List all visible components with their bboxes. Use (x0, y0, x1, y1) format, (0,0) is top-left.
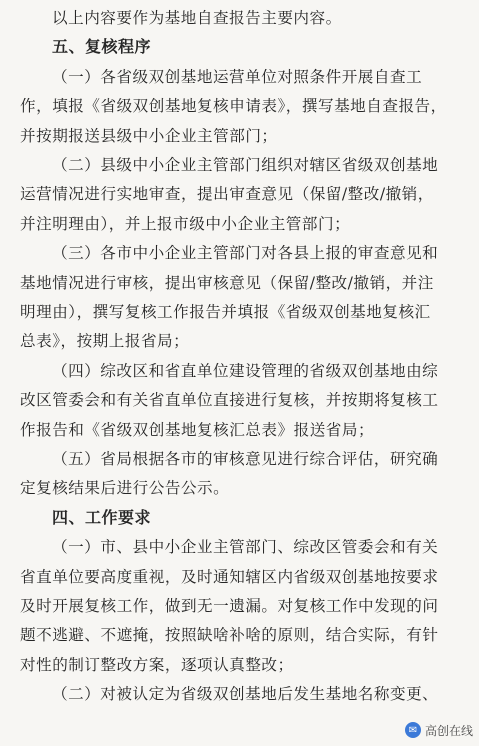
text-line: 题不逃避、不遮掩，按照缺啥补啥的原则，结合实际，有针 (20, 626, 439, 645)
section-heading: 四、工作要求 (52, 507, 152, 527)
text-line: 改区管委会和有关省直单位直接进行复核，并按期将复核工 (20, 391, 439, 410)
text-line: 及时开展复核工作，做到无一遗漏。对复核工作中发现的问 (20, 597, 439, 615)
text-line: 对性的制订整改方案，逐项认真整改； (20, 655, 294, 674)
speech-bubble-icon: ✉ (405, 722, 421, 738)
text-line: （四）综改区和省直单位建设管理的省级双创基地由综 (52, 361, 439, 380)
text-line: 以上内容要作为基地自查报告主要内容。 (52, 9, 342, 27)
watermark (405, 718, 473, 742)
text-line: 作报告和《省级双创基地复核汇总表》报送省局； (20, 420, 375, 439)
text-line: 并注明理由），并上报市级中小企业主管部门； (20, 214, 351, 233)
text-line: （一）各省级双创基地运营单位对照条件开展自查工 (52, 67, 423, 86)
text-line: （二）对被认定为省级双创基地后发生基地名称变更、 (52, 685, 439, 704)
text-line: 总表》，按期上报省局； (20, 332, 190, 351)
text-line: 基地情况进行审核，提出审核意见（保留/整改/撤销，并注 (20, 273, 434, 292)
text-line: 省直单位要高度重视，及时通知辖区内省级双创基地按要求 (20, 567, 439, 586)
section-heading: 五、复核程序 (52, 37, 152, 57)
text-line: 并按期报送县级中小企业主管部门； (20, 126, 278, 145)
watermark-text: 高创在线 (424, 723, 473, 738)
text-line: 作，填报《省级双创基地复核申请表》，撰写基地自查报告， (20, 97, 447, 116)
text-line: （五）省局根据各市的审核意见进行综合评估，研究确 (52, 450, 439, 468)
text-line: （二）县级中小企业主管部门组织对辖区省级双创基地 (52, 156, 439, 174)
text-line: 运营情况进行实地审查，提出审查意见（保留/整改/撤销， (20, 185, 434, 204)
text-line: （三）各市中小企业主管部门对各县上报的审查意见和 (52, 244, 439, 263)
text-line: 定复核结果后进行公告公示。 (20, 479, 230, 498)
text-line: （一）市、县中小企业主管部门、综改区管委会和有关 (52, 538, 439, 557)
text-line: 明理由），撰写复核工作报告并填报《省级双创基地复核汇 (20, 303, 431, 321)
